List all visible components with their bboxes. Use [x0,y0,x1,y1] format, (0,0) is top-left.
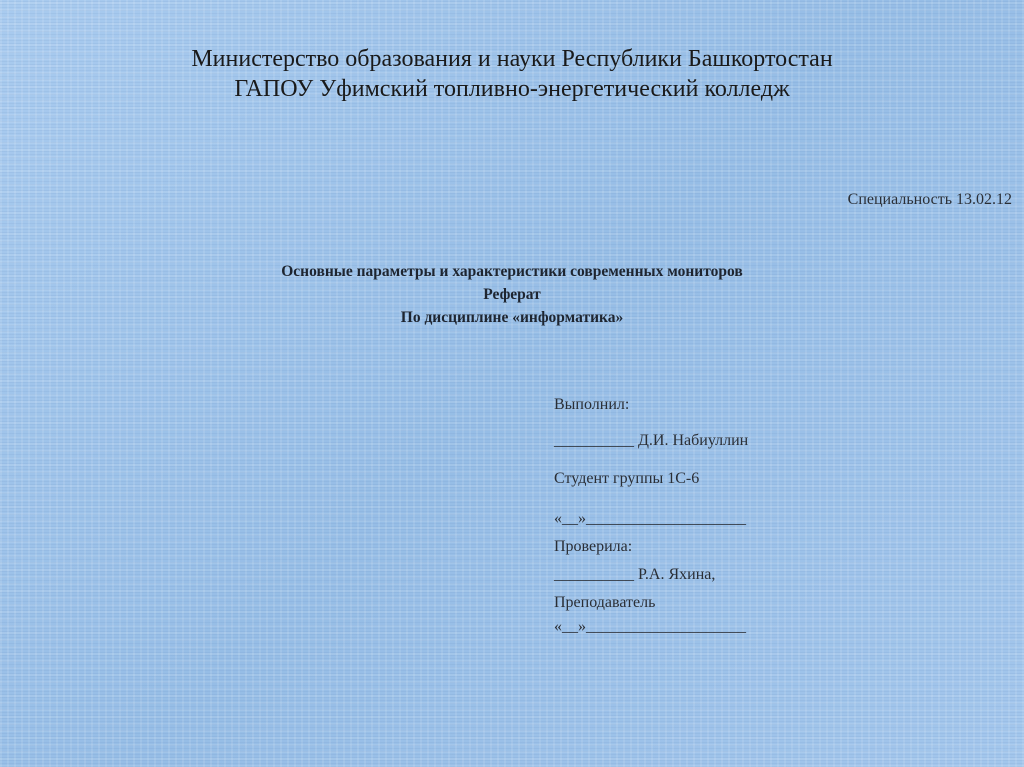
done-by-label: Выполнил: [554,396,630,413]
date-line-student: «__»____________________ [554,510,746,527]
topic-block [0,260,1024,329]
teacher-signature-line: __________ Р.А. Яхина, [554,566,716,583]
checked-by-label: Проверила: [554,538,633,555]
student-signature-line: __________ Д.И. Набиуллин [554,432,749,449]
ministry-line: Министерство образования и науки Республики Башкортостан [191,46,833,72]
document-type: Реферат [483,286,541,303]
discipline-line: По дисциплине «информатика» [400,309,624,326]
college-line: ГАПОУ Уфимский топливно-энергетический колледж [234,76,790,102]
topic-title: Основные параметры и характеристики современных мониторов [281,263,743,280]
teacher-role: Преподаватель [554,594,656,611]
signature-block [554,396,748,642]
date-line-teacher: «__»____________________ [554,618,746,635]
header-block [0,44,1024,104]
specialty-label: Специальность 13.02.12 [847,191,1012,208]
student-group: Студент группы 1С-6 [554,470,700,487]
